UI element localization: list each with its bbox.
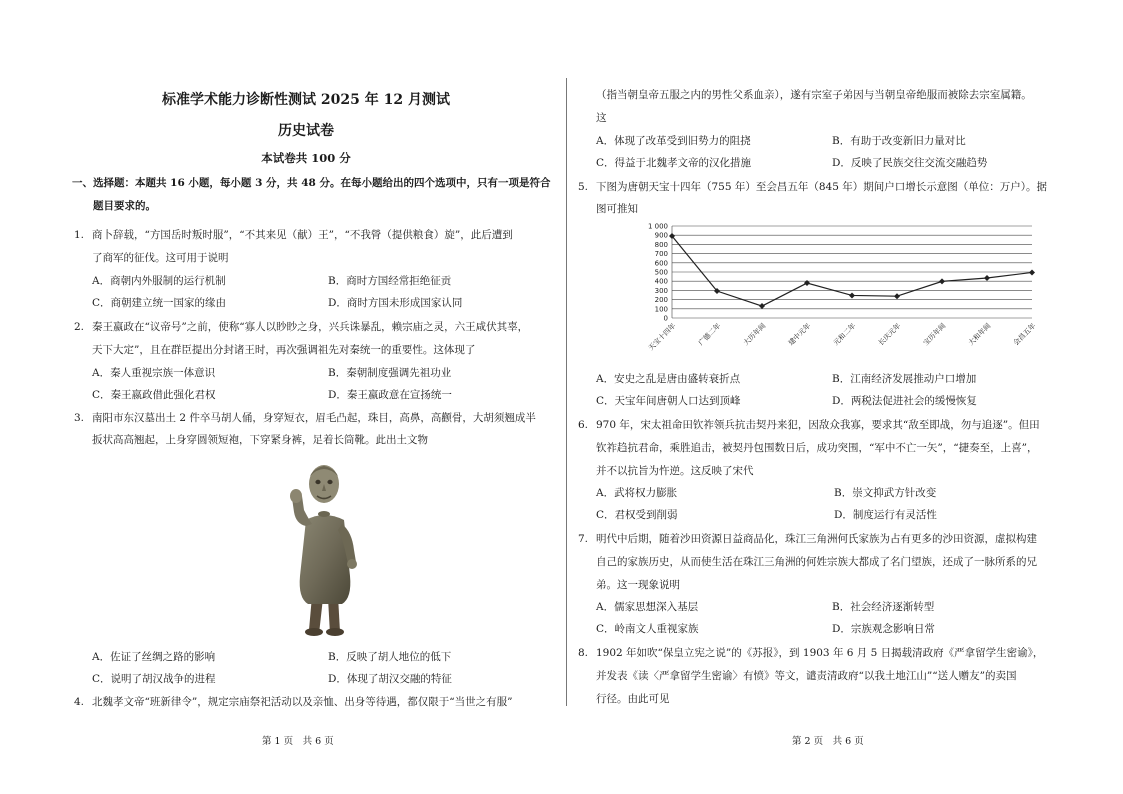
household-chart-svg [622,218,1042,366]
y-tick-label: 200 [654,296,668,305]
q7-option-b[interactable]: B．社会经济逐渐转型 [832,601,935,613]
q5-stem-line2: 图可推知 [596,203,638,215]
y-tick-label: 600 [654,259,668,268]
q5-option-d[interactable]: D．两税法促进社会的缓慢恢复 [832,395,977,407]
x-tick-label: 天宝十四年 [647,321,678,353]
q6-stem-line2: 钦祚趋抗君命，乘胜追击，被契丹包围数日后，成功突围，“军中不亡一矢”，“捷奏至，上喜”， [596,442,1038,454]
q4-option-b[interactable]: B．有助于改变新旧力量对比 [832,135,966,147]
data-point [849,292,855,298]
section-heading-line1: 一、选择题：本题共 16 小题，每小题 3 分，共 48 分。在每小题给出的四个选项中，只有一项是符合 [72,177,551,189]
q7-stem-line2: 自己的家族历史，从而使生活在珠江三角洲的何姓宗族大都成了名门望族，还成了一脉所系的兄 [596,556,1037,568]
y-tick-label: 900 [654,231,668,240]
q2-option-c[interactable]: C．秦王嬴政借此强化君权 [92,389,216,401]
q1-number: 1. [74,229,85,241]
y-tick-label: 500 [654,268,668,277]
q2-stem-line2: 天下大定”，且在群臣提出分封诸王时，再次强调祖先对秦统一的重要性。这体现了 [92,344,476,356]
x-tick-label: 元和二年 [831,321,858,348]
q4-number: 4. [74,696,85,708]
page-1-footer: 第 1 页 共 6 页 [262,736,334,747]
y-tick-label: 0 [663,314,668,323]
q5-stem-line1: 下图为唐朝天宝十四年（755 年）至会昌五年（845 年）期间户口增长示意图（单位：万户）。据 [596,181,1048,193]
q8-number: 8. [578,647,589,659]
x-tick-label: 长庆元年 [876,321,903,348]
q5-option-a[interactable]: A．安史之乱是唐由盛转衰折点 [596,373,741,385]
q5-number: 5. [578,181,589,193]
household-chart [622,218,1042,366]
q7-stem-line3: 弟。这一现象说明 [596,579,680,591]
page-2-footer: 第 2 页 共 6 页 [792,736,864,747]
q5-option-b[interactable]: B．江南经济发展推动户口增加 [832,373,977,385]
q6-option-b[interactable]: B．崇文抑武方针改变 [834,487,937,499]
q6-stem-line1: 970 年，宋太祖命田钦祚领兵抗击契丹来犯，因敌众我寡，要求其“敌至即战，勿与追逐”。但田 [596,419,1040,431]
score-info: 本试卷共 100 分 [261,151,351,165]
q6-option-a[interactable]: A．武将权力膨胀 [596,487,678,499]
q7-option-c[interactable]: C．岭南文人重视家族 [596,623,699,635]
q7-stem-line1: 明代中后期，随着沙田资源日益商品化，珠江三角洲何氏家族为占有更多的沙田资源，虚拟构建 [596,533,1037,545]
y-tick-label: 700 [654,250,668,259]
q2-option-b[interactable]: B．秦朝制度强调先祖功业 [328,367,452,379]
q1-option-c[interactable]: C．商朝建立统一国家的缘由 [92,297,227,309]
q4-option-d[interactable]: D．反映了民族交往交流交融趋势 [832,157,988,169]
q4-stem-line3: 这 [596,112,607,124]
q6-option-d[interactable]: D．制度运行有灵活性 [834,509,937,521]
section-heading-line2: 题目要求的。 [93,200,156,212]
q2-number: 2. [74,321,85,333]
data-point [939,278,945,284]
q2-option-d[interactable]: D．秦王嬴政意在宣扬统一 [328,389,452,401]
x-tick-label: 会昌五年 [1011,321,1038,348]
data-point [894,293,900,299]
q3-option-c[interactable]: C．说明了胡汉战争的进程 [92,673,216,685]
subject-title: 历史试卷 [278,123,334,139]
hu-figurine-icon [282,458,366,638]
q4-stem-line2: （指当朝皇帝五服之内的男性父系血亲），遂有宗室子弟因与当朝皇帝绝服而被除去宗室属籍。 [596,89,1032,101]
q3-option-d[interactable]: D．体现了胡汉交融的特征 [328,673,452,685]
q3-stem-line1: 南阳市东汉墓出土 2 件卒马胡人俑，身穿短衣，眉毛凸起，珠目，高鼻，高颧骨，大胡须翘成半 [92,412,536,424]
y-tick-label: 1 000 [647,222,668,231]
q4-stem-line1: 北魏孝文帝“班新律令”，规定宗庙祭祀活动以及亲恤、出身等待遇，都仅限于“当世之有服” [92,696,513,708]
exam-title: 标准学术能力诊断性测试 2025 年 12 月测试 [162,92,450,108]
x-tick-label: 大和年间 [966,321,993,348]
q1-stem-line1: 商卜辞载，“方国岳时叛时服”，“不其来见（献）王”，“不我膋（提供粮食）旋”，此后遭到 [92,229,513,241]
q4-option-a[interactable]: A．体现了改革受到旧势力的阻挠 [596,135,751,147]
q6-option-c[interactable]: C．君权受到削弱 [596,509,678,521]
q7-number: 7. [578,533,589,545]
column-divider [566,78,567,706]
data-point [759,303,765,309]
hu-figurine-image [282,458,366,638]
data-point [984,275,990,281]
q8-stem-line3: 行径。由此可见 [596,693,670,705]
y-tick-label: 800 [654,240,668,249]
q3-number: 3. [74,412,85,424]
x-tick-label: 宝历年间 [921,321,948,348]
q3-stem-line2: 扳状高高翘起，上身穿圆领短袍，下穿紧身裤，足着长筒靴。此出土文物 [92,434,428,446]
q1-option-d[interactable]: D．商时方国未形成国家认同 [328,297,463,309]
q1-option-a[interactable]: A．商朝内外服制的运行机制 [92,275,226,287]
x-tick-label: 广德二年 [696,321,723,348]
y-tick-label: 300 [654,286,668,295]
x-tick-label: 建中元年 [786,321,813,348]
q6-number: 6. [578,419,589,431]
data-point [1029,269,1035,275]
q1-stem-line2: 了商军的征伐。这可用于说明 [92,252,229,264]
q6-stem-line3: 并不以抗旨为忤逆。这反映了宋代 [596,465,754,477]
q7-option-a[interactable]: A．儒家思想深入基层 [596,601,699,613]
q2-option-a[interactable]: A．秦人重视宗族一体意识 [92,367,216,379]
q8-stem-line2: 并发表《读〈严拿留学生密谕〉有愤》等文，谴责清政府“以我土地江山”“送人赠友”的卖国 [596,670,1017,682]
q3-option-b[interactable]: B．反映了胡人地位的低下 [328,651,452,663]
q2-stem-line1: 秦王嬴政在“议帝号”之前，使称“寡人以眇眇之身，兴兵诛暴乱，赖宗庙之灵，六王咸伏其辜， [92,321,529,333]
y-tick-label: 400 [654,277,668,286]
q7-option-d[interactable]: D．宗族观念影响日常 [832,623,935,635]
q1-option-b[interactable]: B．商时方国经常拒绝征贡 [328,275,452,287]
x-tick-label: 大历年间 [741,321,768,348]
q8-stem-line1: 1902 年如吹“保皇立宪之说”的《苏报》，到 1903 年 6 月 5 日揭载清政府《严拿留学生密谕》， [596,647,1044,659]
q3-option-a[interactable]: A．佐证了丝绸之路的影响 [92,651,216,663]
q5-option-c[interactable]: C．天宝年间唐朝人口达到顶峰 [596,395,741,407]
y-tick-label: 100 [654,305,668,314]
q4-option-c[interactable]: C．得益于北魏孝文帝的汉化措施 [596,157,752,169]
